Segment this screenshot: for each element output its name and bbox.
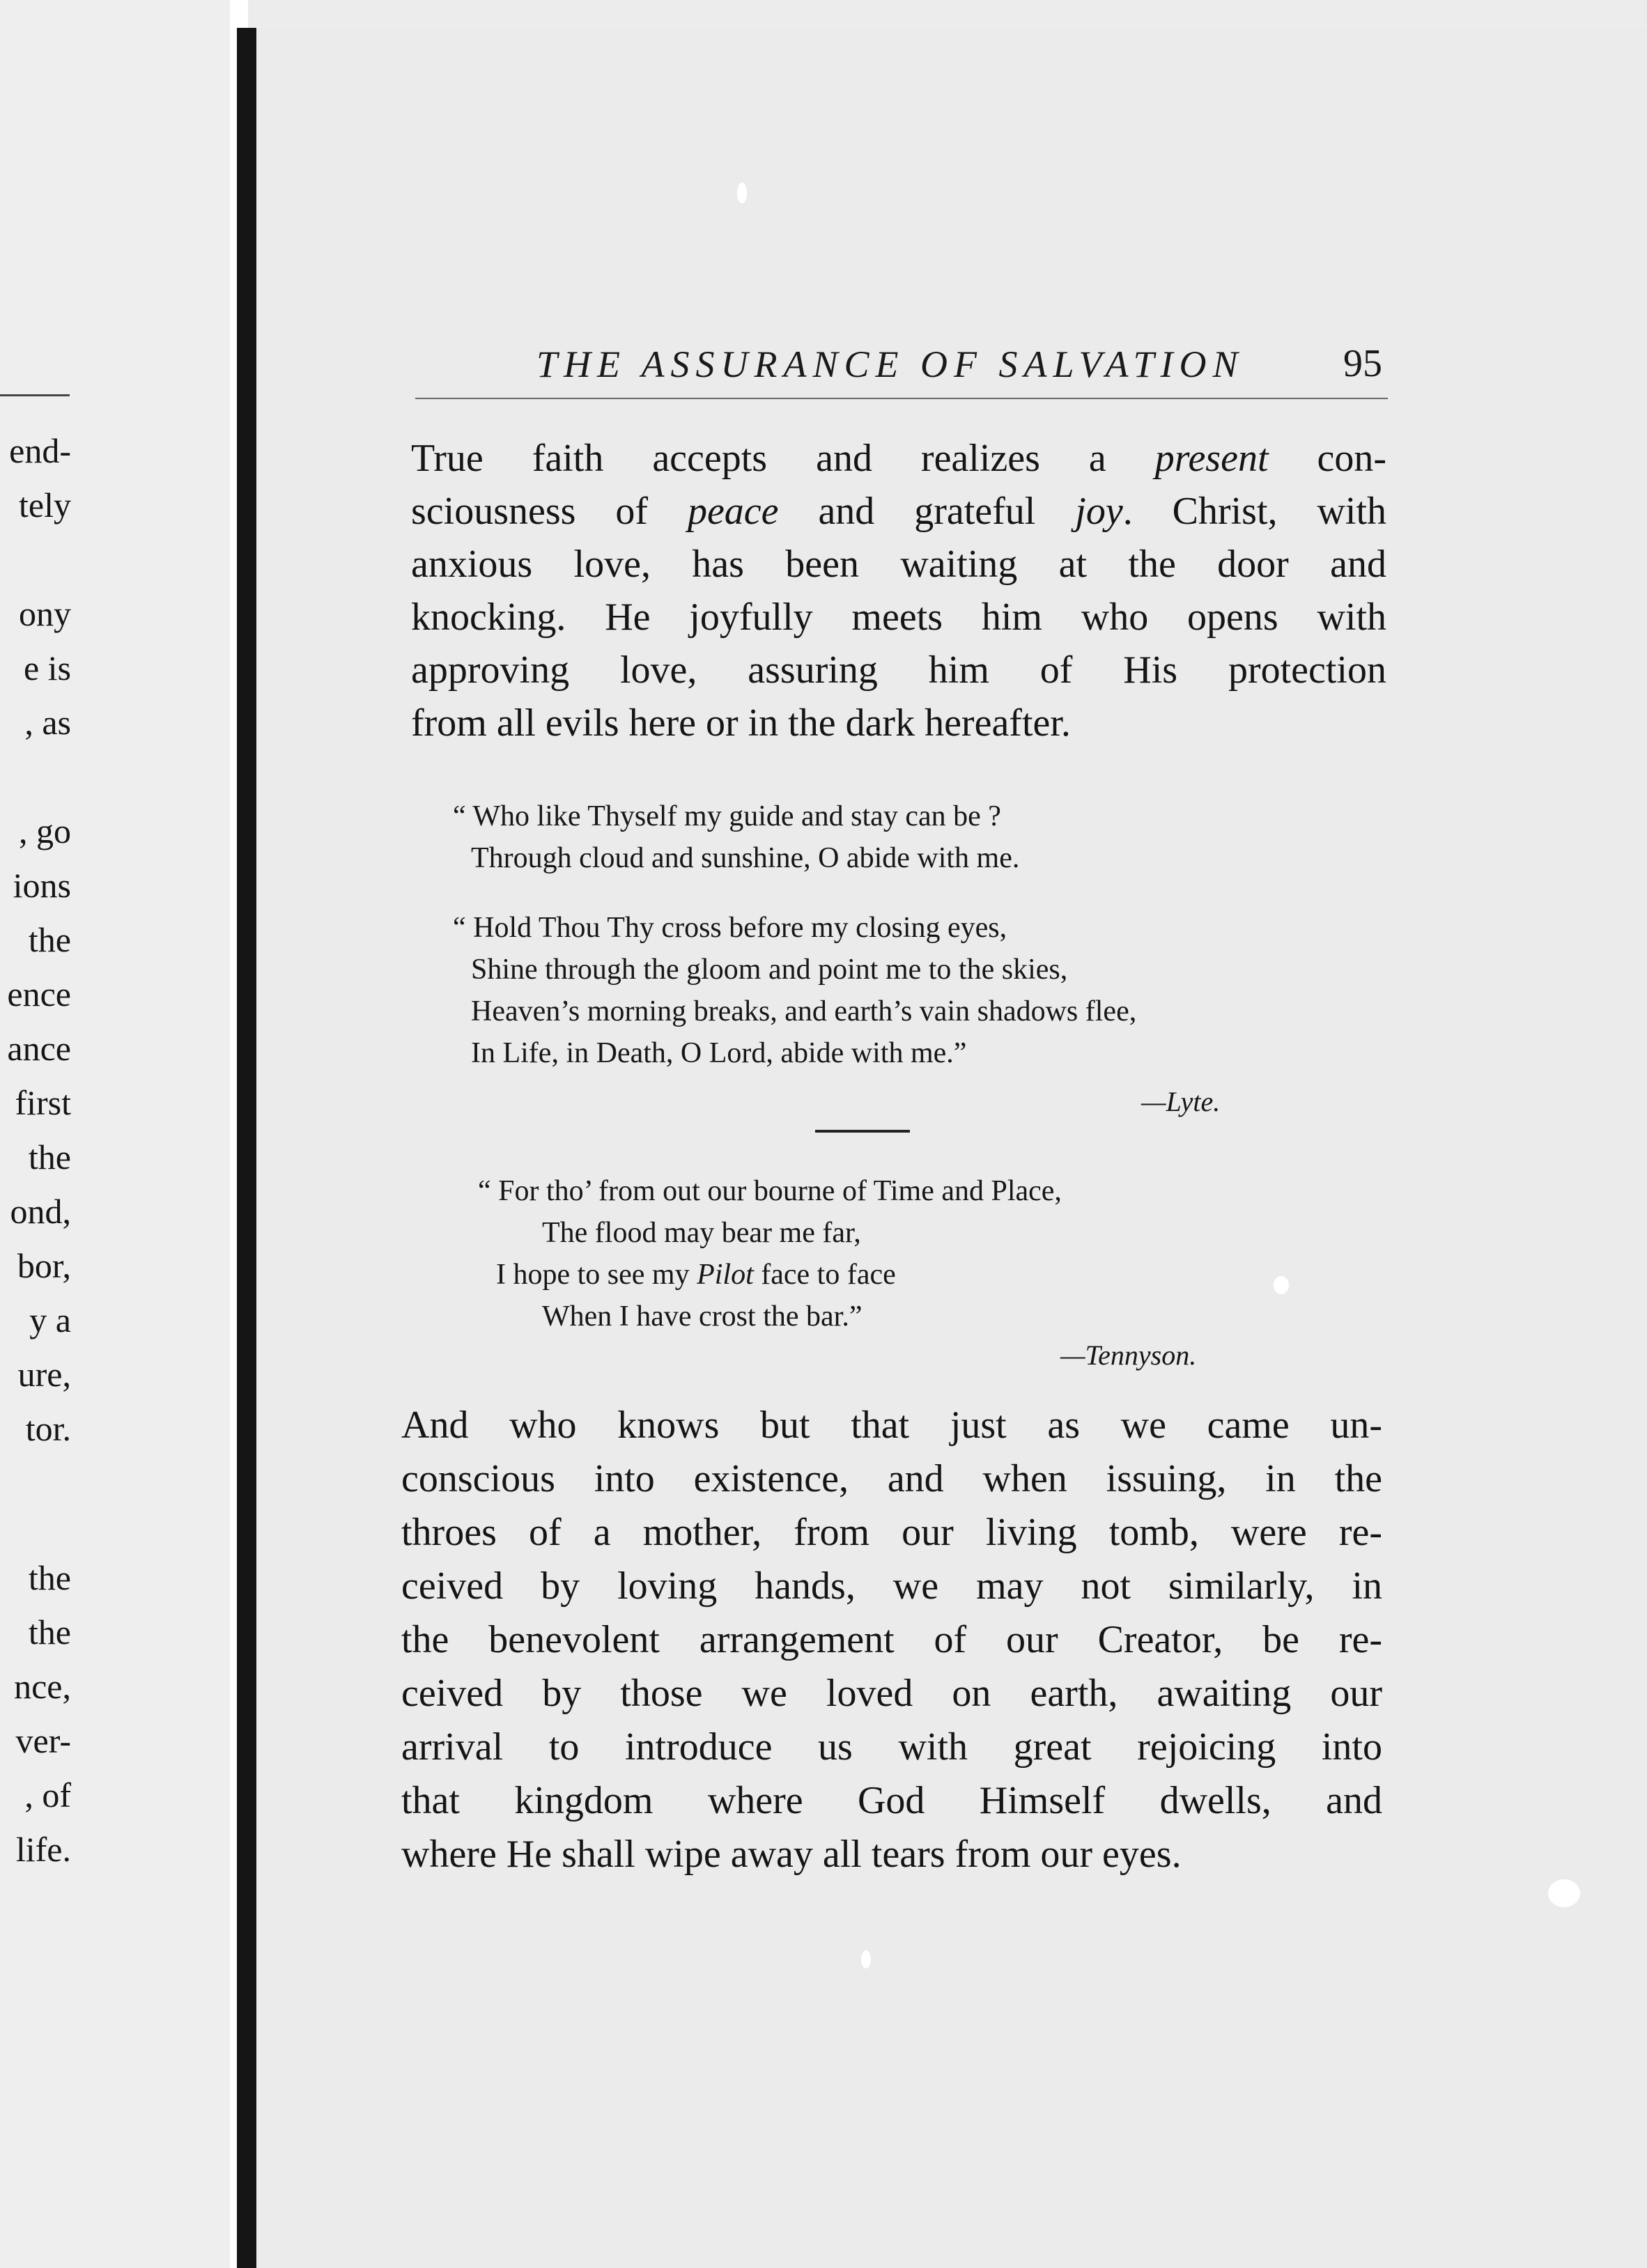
- left-fragment: end-: [9, 431, 71, 470]
- paragraph-line: knocking. He joyfully meets him who opens with: [411, 596, 1386, 639]
- paragraph-line: ceived by those we loved on earth, awaiting our: [401, 1672, 1382, 1715]
- left-fragment: tely: [19, 486, 71, 525]
- emphasis-pilot: Pilot: [697, 1259, 754, 1291]
- left-fragment: e is: [23, 648, 71, 688]
- left-fragment: first: [15, 1083, 71, 1122]
- left-fragment: ure,: [17, 1355, 71, 1394]
- left-fragment: bor,: [17, 1246, 71, 1285]
- left-fragment: y a: [29, 1300, 71, 1339]
- left-fragment: ions: [13, 866, 71, 905]
- left-fragment: nce,: [14, 1667, 71, 1706]
- left-facing-page: [0, 0, 230, 2268]
- scan-speck: [1274, 1276, 1289, 1294]
- paragraph-line: anxious love, has been waiting at the door and: [411, 543, 1386, 586]
- left-fragment: ver-: [15, 1721, 71, 1760]
- paragraph-line: ceived by loving hands, we may not similarly, in: [401, 1564, 1382, 1608]
- page-number: 95: [1343, 342, 1382, 385]
- left-fragment: ond,: [10, 1192, 71, 1231]
- left-fragment: ence: [7, 974, 71, 1013]
- left-fragment: the: [28, 1558, 71, 1597]
- running-head-title: THE ASSURANCE OF SALVATION: [536, 343, 1244, 385]
- left-fragment: , of: [24, 1776, 71, 1815]
- header-rule: [415, 398, 1388, 399]
- emphasis-present: present: [1154, 437, 1269, 480]
- paragraph-line: And who knows but that just as we came un-: [401, 1404, 1382, 1447]
- scan-speck: [861, 1950, 871, 1968]
- left-fragment: the: [28, 1613, 71, 1652]
- left-page-text-fragments: [0, 0, 230, 2268]
- poem-stanza-guide: [453, 795, 1019, 879]
- poem-line: Through cloud and sunshine, O abide with me.: [471, 842, 1020, 874]
- paragraph-line: arrival to introduce us with great rejoicing into: [401, 1725, 1382, 1769]
- poem-line: Heaven’s morning breaks, and earth’s vain shadows flee,: [471, 995, 1137, 1027]
- paragraph-line: the benevolent arrangement of our Creator, be re-: [401, 1618, 1382, 1661]
- poem-line: In Life, in Death, O Lord, abide with me.”: [471, 1037, 967, 1069]
- paragraph-true-faith: [411, 432, 1386, 749]
- poem-stanza-crossing-bar: [478, 1170, 1062, 1337]
- paragraph-line: conscious into existence, and when issuing, in the: [401, 1457, 1382, 1500]
- left-fragment: the: [28, 920, 71, 959]
- attribution-tennyson: —Tennyson.: [1060, 1339, 1197, 1371]
- left-fragment: tor.: [25, 1409, 71, 1448]
- section-divider: [815, 1130, 910, 1133]
- emphasis-joy: joy: [1075, 490, 1123, 533]
- attribution-lyte: —Lyte.: [1141, 1086, 1221, 1117]
- paragraph-line: True faith accepts and realizes a present con-: [411, 437, 1387, 480]
- paragraph-who-knows: [401, 1399, 1382, 1881]
- poem-line: When I have crost the bar.”: [542, 1300, 863, 1333]
- emphasis-peace: peace: [687, 490, 779, 533]
- poem-line: “ For tho’ from out our bourne of Time and Place,: [478, 1175, 1062, 1207]
- paragraph-line: that kingdom where God Himself dwells, and: [401, 1779, 1382, 1822]
- left-fragment: the: [28, 1137, 71, 1176]
- scan-speck: [737, 182, 747, 203]
- poem-line: Shine through the gloom and point me to the skies,: [471, 954, 1068, 986]
- poem-line: “ Hold Thou Thy cross before my closing eyes,: [453, 912, 1007, 944]
- paragraph-line: throes of a mother, from our living tomb, were re-: [401, 1511, 1382, 1554]
- left-fragment: life.: [15, 1830, 71, 1869]
- left-fragment: , go: [19, 811, 71, 850]
- paragraph-line: from all evils here or in the dark hereafter.: [411, 701, 1071, 745]
- paragraph-line: approving love, assuring him of His protection: [411, 648, 1386, 692]
- paragraph-line: sciousness of peace and grateful joy. Christ, with: [411, 490, 1386, 533]
- poem-line: The flood may bear me far,: [542, 1217, 861, 1249]
- left-fragment: , as: [24, 703, 71, 742]
- paragraph-line: where He shall wipe away all tears from our eyes.: [401, 1833, 1182, 1876]
- poem-line: “ Who like Thyself my guide and stay can be ?: [453, 800, 1001, 832]
- left-fragment: ony: [19, 594, 71, 633]
- binding-edge: [237, 28, 256, 2268]
- left-fragment: ance: [7, 1029, 71, 1068]
- scan-speck: [1548, 1879, 1580, 1907]
- poem-stanza-cross: [453, 907, 1136, 1074]
- poem-line: I hope to see my Pilot face to face: [496, 1259, 896, 1291]
